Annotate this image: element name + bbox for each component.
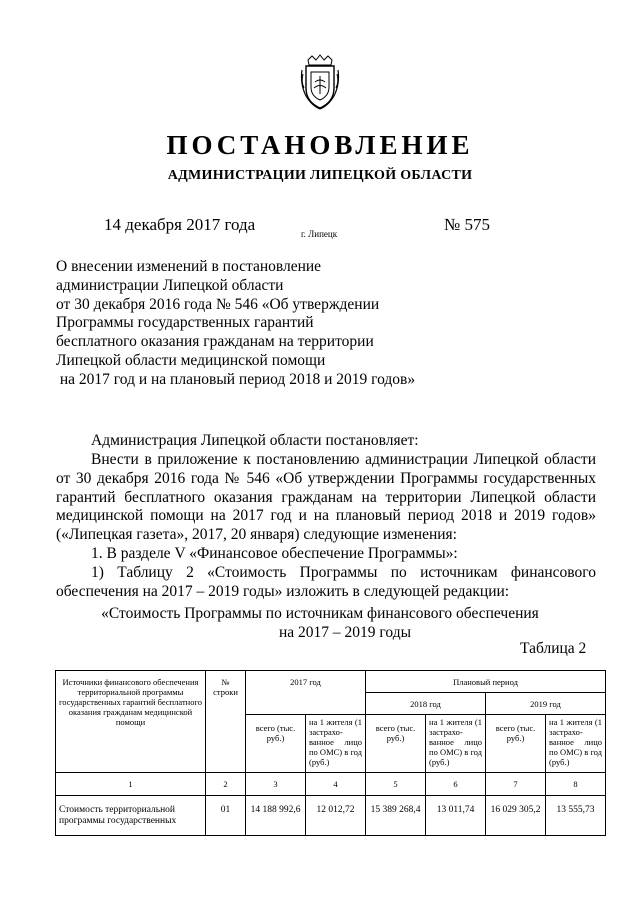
paragraph-resolves: Администрация Липецкой области постановляет: [91, 432, 419, 449]
header-2019: 2019 год [486, 693, 606, 715]
column-number: 4 [306, 773, 366, 796]
header-per-capita-2017: на 1 жителя (1 застрахо-ванное лицо по ОМС) в год (руб.) [306, 715, 366, 773]
table-caption-line-2: на 2017 – 2019 годы [279, 624, 411, 641]
column-number: 5 [366, 773, 426, 796]
header-per-capita-2019: на 1 жителя (1 застрахо-ванное лицо по ОМС) в год (руб.) [546, 715, 606, 773]
header-2018: 2018 год [366, 693, 486, 715]
table-cell: 01 [206, 796, 246, 836]
paragraph-amendments: Внести в приложение к постановлению администрации Липецкой области от 30 декабря 2016 года № 546 «Об утверждении Программы государственных гарантий бесплатного оказания гражданам на территории Липецкой области медицинской помощи на 2017 год и на плановый период 2018 и 2019 годов» («Липецкая газета», 2017, 20 января) следующие изменения: [56, 451, 596, 544]
column-number: 2 [206, 773, 246, 796]
column-number: 1 [56, 773, 206, 796]
table-cell: 13 555,73 [546, 796, 606, 836]
document-subject: О внесении изменений в постановление администрации Липецкой области от 30 декабря 2016 года № 546 «Об утверждении Программы государственных гарантий бесплатного оказания гражданам на территории Липецкой области медицинской помощи на 2017 год и на плановый период 2018 и 2019 годов» [56, 258, 416, 388]
table-label: Таблица 2 [520, 640, 587, 657]
header-total-2017: всего (тыс. руб.) [246, 715, 306, 773]
paragraph-table-2: 1) Таблицу 2 «Стоимость Программы по источникам финансового обеспечения на 2017 – 2019 годы» изложить в следующей редакции: [56, 564, 596, 600]
table-caption-line-1: «Стоимость Программы по источникам финансового обеспечения [101, 605, 539, 622]
column-number: 6 [426, 773, 486, 796]
header-total-2019: всего (тыс. руб.) [486, 715, 546, 773]
paragraph-section-v: 1. В разделе V «Финансовое обеспечение Программы»: [91, 545, 458, 562]
table-cell: 14 188 992,6 [246, 796, 306, 836]
document-title: ПОСТАНОВЛЕНИЕ [166, 130, 474, 160]
coat-of-arms-emblem [298, 54, 342, 110]
table-cell: Стоимость территориальной программы государственных [56, 796, 206, 836]
header-2017: 2017 год [246, 671, 366, 715]
table-cell: 16 029 305,2 [486, 796, 546, 836]
header-per-capita-2018: на 1 жителя (1 застрахо-ванное лицо по ОМС) в год (руб.) [426, 715, 486, 773]
column-number: 7 [486, 773, 546, 796]
header-total-2018: всего (тыс. руб.) [366, 715, 426, 773]
document-subtitle: АДМИНИСТРАЦИИ ЛИПЕЦКОЙ ОБЛАСТИ [167, 168, 473, 183]
header-plan-period: Плановый период [366, 671, 606, 693]
column-number: 8 [546, 773, 606, 796]
column-number: 3 [246, 773, 306, 796]
cost-table [55, 670, 606, 836]
table-cell: 13 011,74 [426, 796, 486, 836]
header-row-number: № строки [206, 671, 246, 773]
document-city: г. Липецк [301, 229, 338, 239]
document-date: 14 декабря 2017 года [104, 215, 256, 234]
table-cell: 15 389 268,4 [366, 796, 426, 836]
table-cell: 12 012,72 [306, 796, 366, 836]
document-number: № 575 [444, 215, 490, 234]
header-source: Источники финансового обеспечения территориальной программы государственных гарантий бесплатного оказания гражданам медицинской помощи [56, 671, 206, 773]
